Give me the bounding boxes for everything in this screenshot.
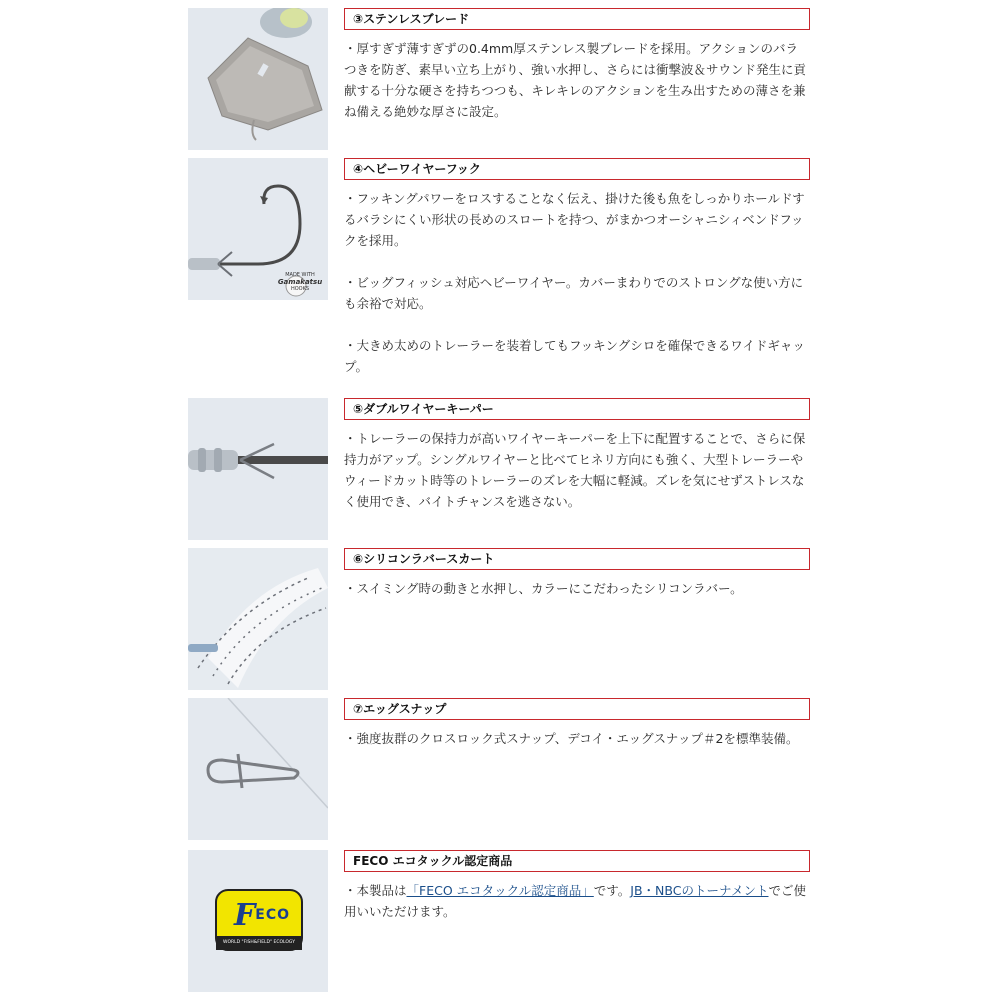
section-paragraph: [344, 880, 806, 922]
section-body: [344, 428, 806, 512]
section-body: [344, 728, 806, 749]
section-paragraph: ・強度抜群のクロスロック式スナップ、デコイ・エッグスナップ＃2を標準装備。: [344, 731, 799, 746]
section-paragraph: ・スイミング時の動きと水押し、カラーにこだわったシリコンラバー。: [344, 581, 743, 596]
gamakatsu-logo: [274, 272, 326, 293]
section-body: [344, 880, 806, 922]
section-paragraph: ・大きめ太めのトレーラーを装着してもフッキングシロを確保できるワイドギャップ。: [344, 338, 805, 374]
text-segment: です。: [593, 883, 631, 898]
stainless-blade-illustration: [188, 8, 328, 150]
double-wire-keeper-image: [188, 398, 328, 540]
egg-snap-illustration: [188, 698, 328, 840]
section-heading: ④ヘビーワイヤーフック: [344, 158, 810, 180]
logo-line: HOOKS: [290, 286, 310, 292]
text-segment: でご使用いいただけます。: [344, 883, 807, 919]
stainless-blade-image: [188, 8, 328, 150]
section-heading: ③ステンレスブレード: [344, 8, 810, 30]
logo-line: MADE WITH: [285, 272, 315, 278]
silicone-skirt-image: [188, 548, 328, 690]
section-heading: ⑦エッグスナップ: [344, 698, 810, 720]
feco-logo-caption: WORLD "FISH&FIELD" ECOLOGY: [223, 940, 295, 945]
section-body: [344, 38, 806, 122]
feco-logo-mark: [224, 896, 300, 934]
section-heading: ⑤ダブルワイヤーキーパー: [344, 398, 810, 420]
section-paragraph: ・厚すぎず薄すぎずの0.4mm厚ステンレス製ブレードを採用。アクションのバラつきを防ぎ、素早い立ち上がり、強い水押し、さらには衝撃波＆サウンド発生に貢献する十分な硬さを持ちつつも、キレキレのアクションを生み出すための薄さを兼ね備える絶妙な厚さに設定。: [344, 41, 807, 119]
section-paragraph: ・トレーラーの保持力が高いワイヤーキーパーを上下に配置することで、さらに保持力がアップ。シングルワイヤーと比べてヒネリ方向にも強く、大型トレーラーやウィードカット時等のトレーラーのズレを大幅に軽減。ズレを気にせずストレスなく使用でき、バイトチャンスを逃さない。: [344, 431, 806, 509]
text-segment: ・本製品は: [344, 883, 407, 898]
egg-snap-image: [188, 698, 328, 840]
section-paragraph: ・ビッグフィッシュ対応ヘビーワイヤー。カバーまわりでのストロングな使い方にも余裕で対応。: [344, 275, 804, 311]
feco-certified-link[interactable]: 「FECO エコタックル認定商品」: [406, 883, 594, 898]
section-heading: FECO エコタックル認定商品: [344, 850, 810, 872]
section-heading: ⑥シリコンラバースカート: [344, 548, 810, 570]
feco-logo-image: [188, 850, 328, 992]
section-paragraph: ・フッキングパワーをロスすることなく伝え、掛けた後も魚をしっかりホールドするバラシにくい形状の長めのスロートを持つ、がまかつオーシャニシィベンドフックを採用。: [344, 191, 805, 248]
wire-keeper-illustration: [188, 398, 328, 540]
feco-logo-f: F: [233, 897, 256, 933]
logo-line: Gamakatsu: [277, 278, 323, 286]
section-body: [344, 188, 806, 377]
section-body: [344, 578, 806, 599]
skirt-illustration: [188, 548, 328, 690]
feco-logo-eco: ECO: [255, 907, 291, 923]
jb-nbc-tournament-link[interactable]: JB・NBCのトーナメント: [630, 883, 769, 898]
heavy-wire-hook-image: [188, 158, 328, 300]
